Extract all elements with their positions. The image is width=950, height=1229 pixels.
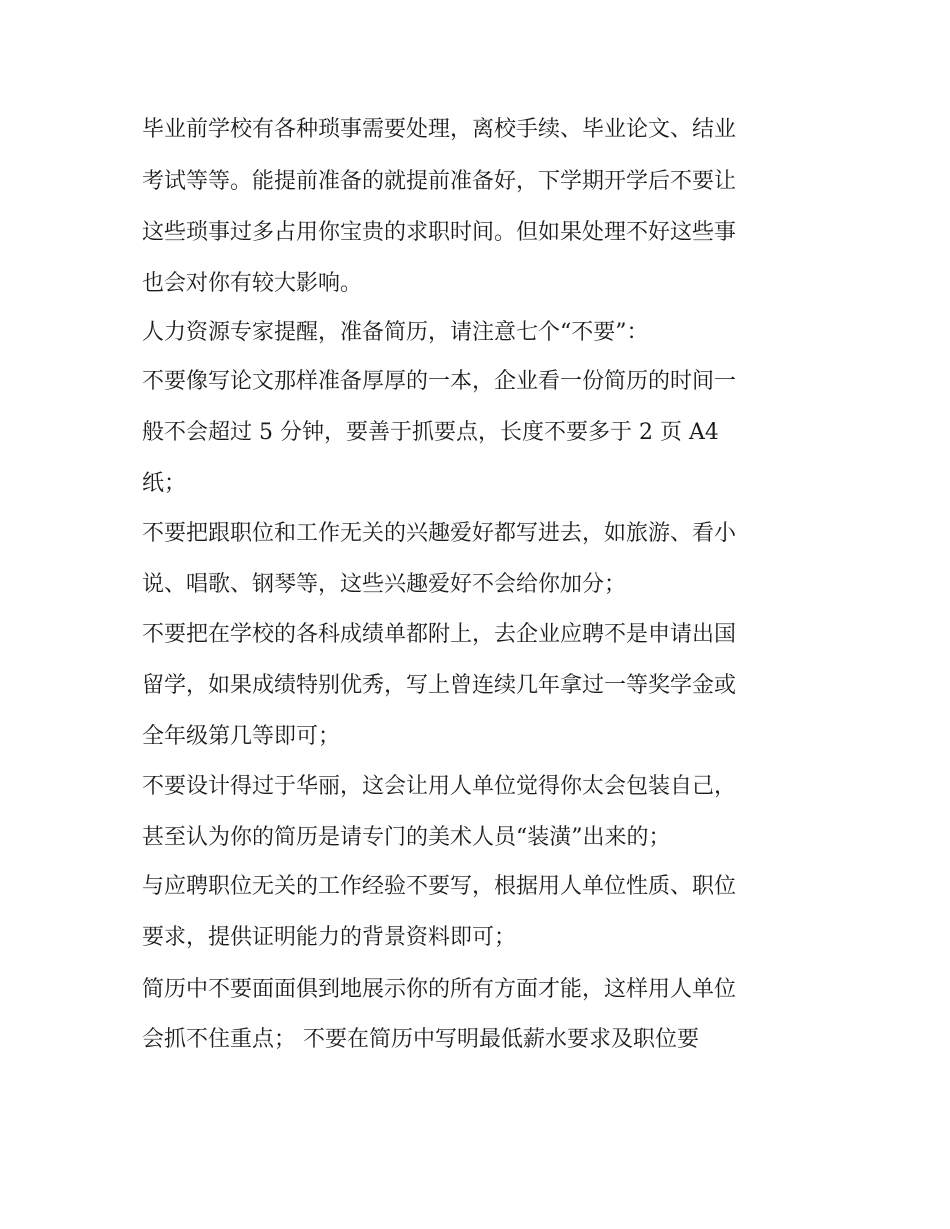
text-line: 不要像写论文那样准备厚厚的一本，企业看一份简历的时间一 [142, 369, 737, 394]
text-line: 这些琐事过多占用你宝贵的求职时间。但如果处理不好这些事 [142, 220, 737, 245]
text-line: 不要把在学校的各科成绩单都附上，去企业应聘不是申请出国 [142, 622, 737, 647]
text-line: 要求，提供证明能力的背景资料即可； [142, 925, 517, 950]
text-line: 留学，如果成绩特别优秀，写上曾连续几年拿过一等奖学金或 [142, 673, 737, 698]
text-line: 毕业前学校有各种琐事需要处理，离校手续、毕业论文、结业 [142, 117, 737, 142]
text-line: 也会对你有较大影响。 [142, 271, 363, 296]
text-line: 会抓不住重点； 不要在简历中写明最低薪水要求及职位要 [142, 1027, 699, 1052]
text-line: 人力资源专家提醒，准备简历，请注意七个“不要”： [142, 320, 649, 345]
text-line: 不要把跟职位和工作无关的兴趣爱好都写进去，如旅游、看小 [142, 521, 737, 546]
text-line: 与应聘职位无关的工作经验不要写，根据用人单位性质、职位 [142, 874, 737, 899]
text-line: 全年级第几等即可； [142, 724, 341, 749]
text-line: 说、唱歌、钢琴等，这些兴趣爱好不会给你加分； [142, 572, 627, 597]
text-line: 甚至认为你的简历是请专门的美术人员“装潢”出来的； [142, 825, 671, 850]
text-line: 般不会超过 5 分钟，要善于抓要点，长度不要多于 2 页 A4 [142, 420, 719, 445]
text-line: 简历中不要面面俱到地展示你的所有方面才能，这样用人单位 [142, 977, 737, 1002]
text-line: 不要设计得过于华丽，这会让用人单位觉得你太会包装自己， [142, 774, 737, 799]
text-line: 考试等等。能提前准备的就提前准备好，下学期开学后不要让 [142, 169, 737, 194]
text-line: 纸； [142, 471, 187, 496]
